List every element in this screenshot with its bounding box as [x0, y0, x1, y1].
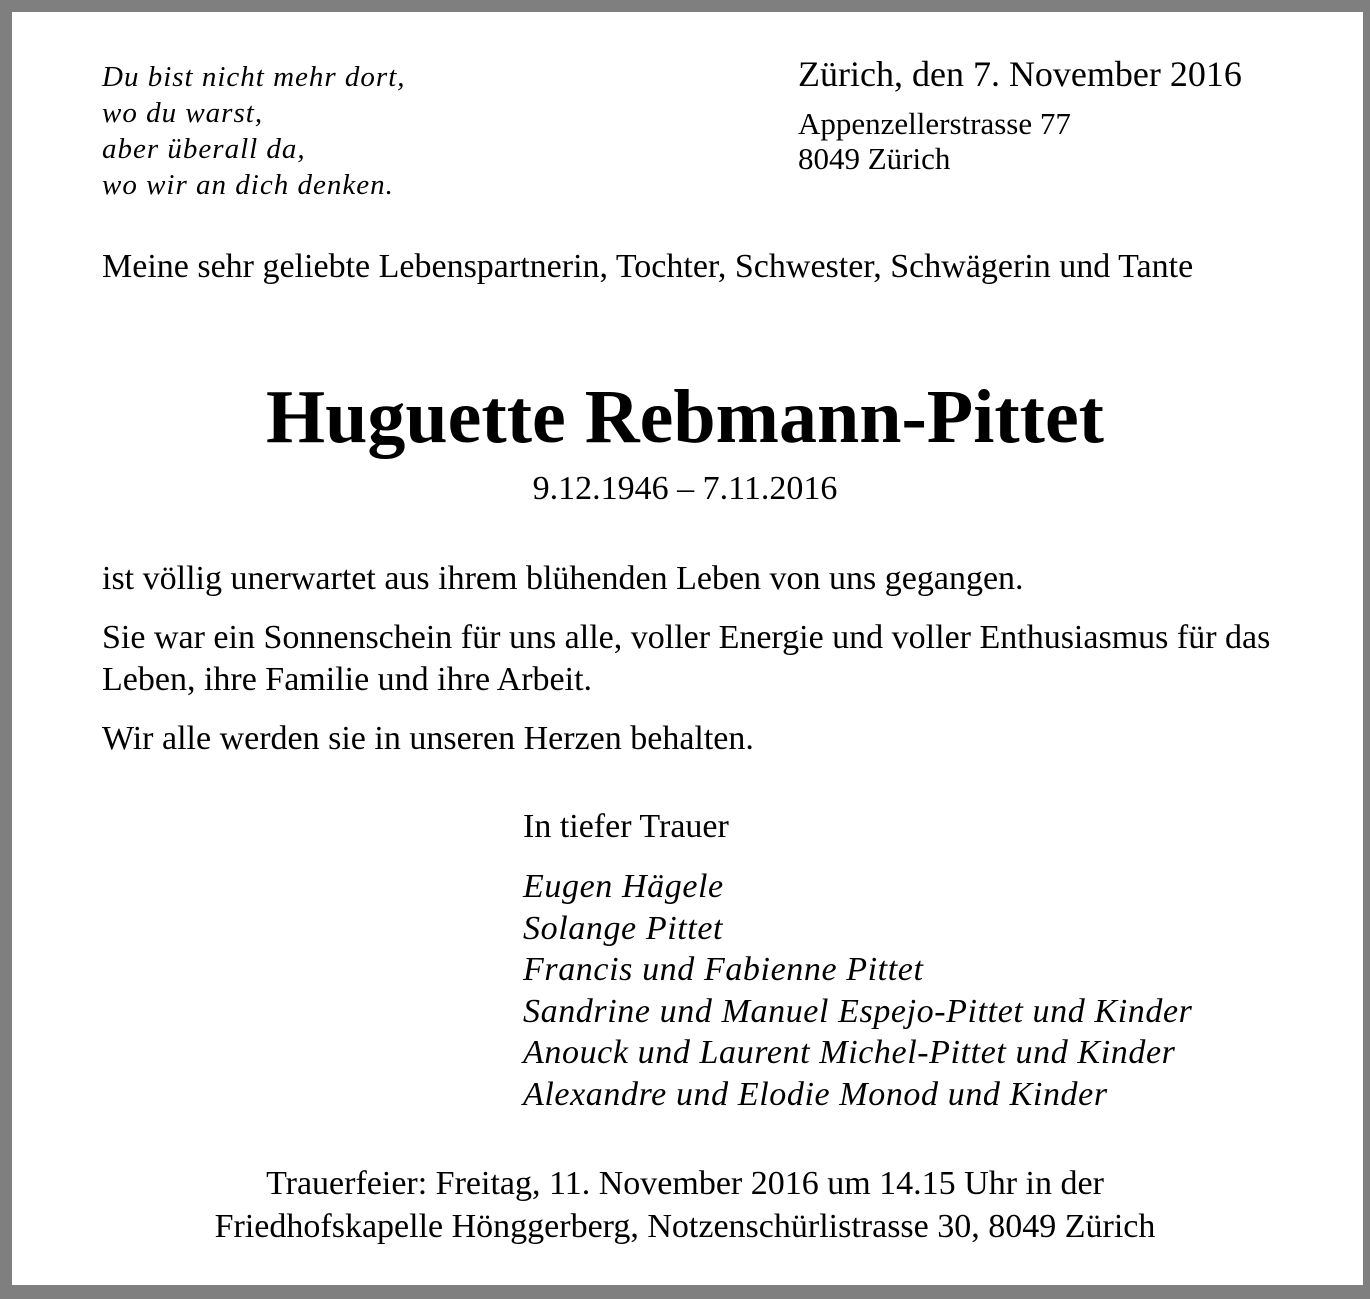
poem-line: wo wir an dich denken. [102, 169, 394, 201]
life-dates: 9.12.1946 – 7.11.2016 [532, 470, 838, 507]
funeral-line: Friedhofskapelle Hönggerberg, Notzenschürlistrasse 30, 8049 Zürich [214, 1208, 1156, 1245]
address [798, 106, 1071, 176]
funeral-info [12, 1162, 1358, 1248]
mourning-label: In tiefer Trauer [523, 808, 729, 845]
mourner: Anouck und Laurent Michel-Pittet und Kinder [523, 1034, 1176, 1071]
paragraph: Sie war ein Sonnenschein für uns alle, voller Energie und voller Enthusiasmus für das Leben, ihre Familie und ihre Arbeit. [102, 619, 1271, 698]
obituary-page [12, 12, 1363, 1285]
mourner: Solange Pittet [523, 909, 724, 947]
paragraph: ist völlig unerwartet aus ihrem blühenden Leben von uns gegangen. [102, 560, 1024, 597]
mourner: Francis und Fabienne Pittet [523, 951, 924, 988]
mourner: Alexandre und Elodie Monod und Kinder [523, 1075, 1108, 1113]
mourners-list [523, 866, 1192, 1115]
poem-line: Du bist nicht mehr dort, [102, 61, 406, 93]
poem-line: wo du warst, [102, 97, 264, 129]
place-date: Zürich, den 7. November 2016 [798, 54, 1242, 94]
address-street: Appenzellerstrasse 77 [798, 106, 1071, 141]
deceased-name: Huguette Rebmann-Pittet [266, 375, 1104, 459]
intro-text: Meine sehr geliebte Lebenspartnerin, Tochter, Schwester, Schwägerin und Tante [102, 248, 1194, 285]
mourner: Eugen Hägele [523, 868, 724, 905]
address-city: 8049 Zürich [798, 141, 951, 176]
poem [102, 59, 406, 203]
funeral-line: Trauerfeier: Freitag, 11. November 2016 um 14.15 Uhr in der [266, 1165, 1104, 1202]
poem-line: aber überall da, [102, 133, 306, 165]
mourner: Sandrine und Manuel Espejo-Pittet und Kinder [523, 992, 1193, 1030]
paragraph: Wir alle werden sie in unseren Herzen behalten. [102, 720, 754, 757]
